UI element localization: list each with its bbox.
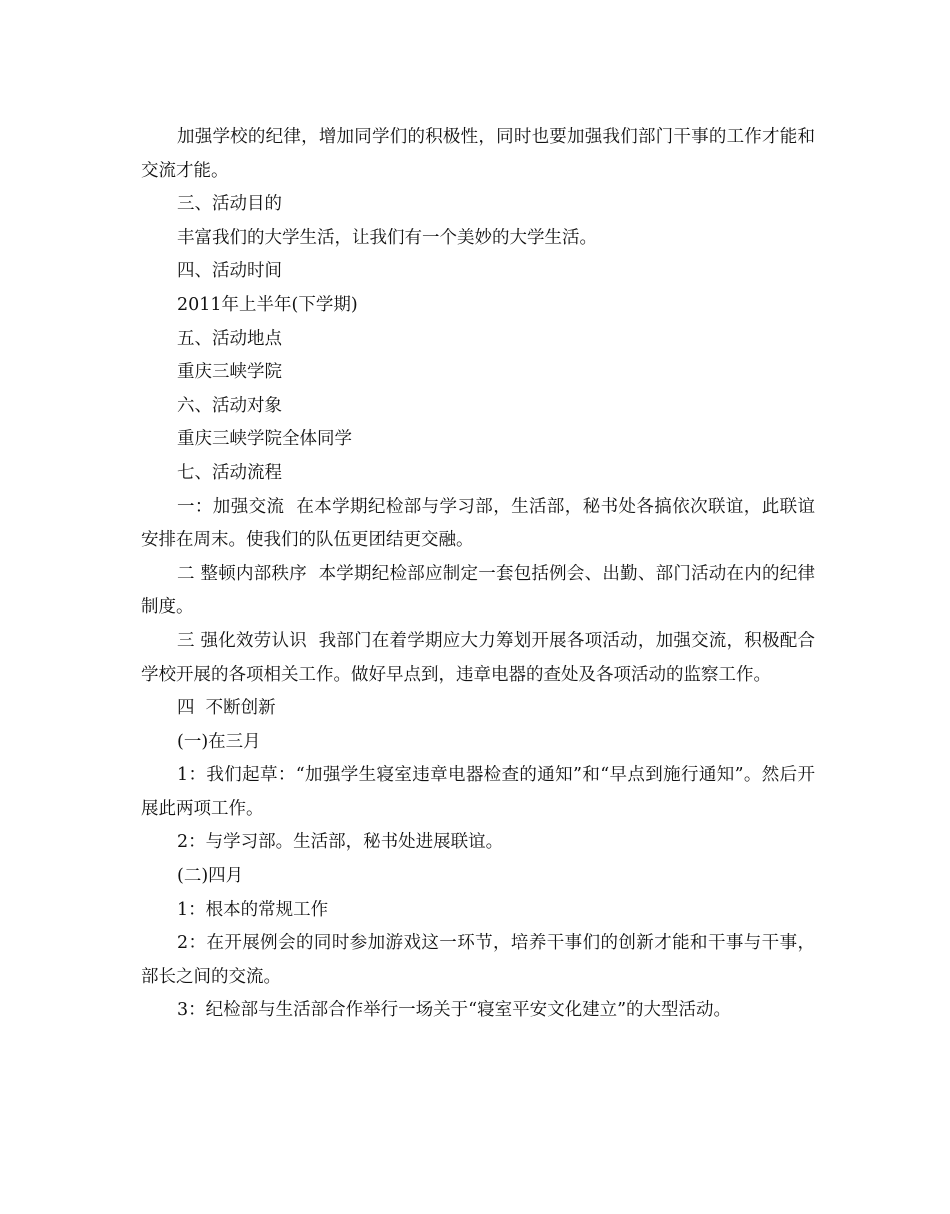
paragraph-april-item-1: 1：根本的常规工作	[177, 899, 329, 920]
heading-activity-time: 四、活动时间	[177, 261, 282, 282]
paragraph-activity-target: 重庆三峡学院全体同学	[177, 429, 352, 450]
paragraph-process-step-2: 二 整顿内部秩序 本学期纪检部应制定一套包括例会、出勤、部门活动在内的纪律制度。	[141, 563, 815, 618]
heading-activity-purpose: 三、活动目的	[177, 194, 282, 215]
paragraph-april-item-3: 3：纪检部与生活部合作举行一场关于“寝室平安文化建立”的大型活动。	[177, 1000, 732, 1021]
heading-activity-process: 七、活动流程	[177, 462, 282, 483]
paragraph-activity-time: 2011年上半年(下学期)	[177, 294, 358, 315]
paragraph-process-step-4: 四 不断创新	[177, 698, 276, 719]
heading-activity-location: 五、活动地点	[177, 328, 282, 349]
paragraph-activity-location: 重庆三峡学院	[177, 362, 282, 383]
paragraph-march-item-2: 2：与学习部。生活部，秘书处进展联谊。	[177, 832, 504, 853]
document-body	[141, 121, 815, 1028]
subheading-march: (一)在三月	[177, 731, 261, 752]
paragraph-process-step-3: 三 强化效劳认识 我部门在着学期应大力筹划开展各项活动，加强交流，积极配合学校开展的各项相关工作。做好早点到，违章电器的查处及各项活动的监察工作。	[141, 630, 815, 685]
paragraph-march-item-1: 1：我们起草：“加强学生寝室违章电器检查的通知”和“早点到施行通知”。然后开展此两项工作。	[141, 765, 815, 819]
paragraph-activity-purpose: 丰富我们的大学生活，让我们有一个美妙的大学生活。	[177, 227, 597, 248]
paragraph-intro: 加强学校的纪律，增加同学们的积极性，同时也要加强我们部门干事的工作才能和交流才能。	[141, 127, 815, 181]
paragraph-process-step-1: 一：加强交流 在本学期纪检部与学习部，生活部，秘书处各搞依次联谊，此联谊安排在周末。使我们的队伍更团结更交融。	[141, 496, 815, 551]
paragraph-april-item-2: 2：在开展例会的同时参加游戏这一环节，培养干事们的创新才能和干事与干事，部长之间的交流。	[141, 933, 815, 987]
subheading-april: (二)四月	[177, 866, 244, 887]
heading-activity-target: 六、活动对象	[177, 395, 282, 416]
